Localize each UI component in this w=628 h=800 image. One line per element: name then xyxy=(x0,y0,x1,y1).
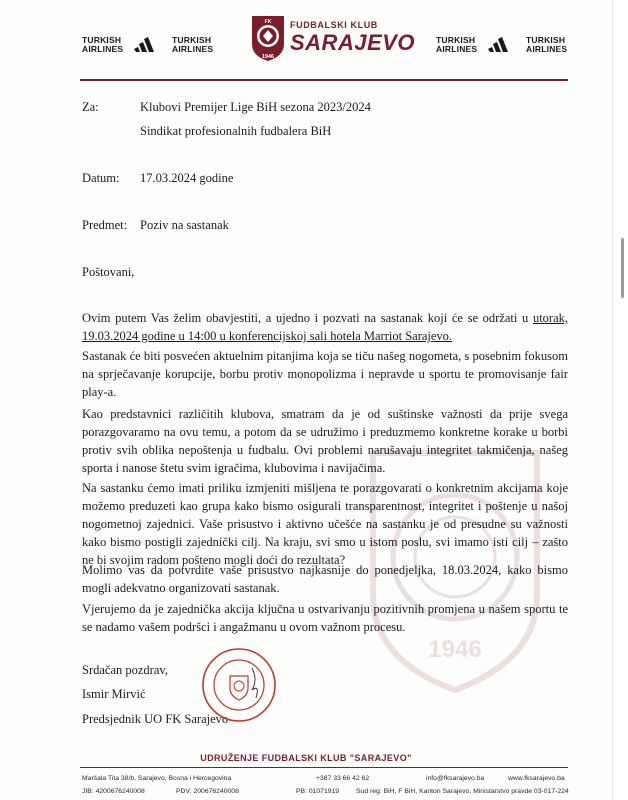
footer-address: Maršala Tita 38/b, Sarajevo, Bosna i Hercegovina xyxy=(82,775,232,782)
footer-divider xyxy=(80,767,568,768)
viewer-scrollbar-track[interactable] xyxy=(612,0,628,800)
header-divider xyxy=(80,79,568,81)
meeting-details: utorak, 19.03.2024 godine u 14:00 u konferencijskoj sali hotela Marriot Sarajevo. xyxy=(82,311,568,343)
za-value-clubs: Klubovi Premijer Lige BiH sezona 2023/2024 xyxy=(140,100,371,114)
signatory-title: Predsjednik UO FK Sarajevo xyxy=(82,712,229,726)
crest-letters: FK xyxy=(264,19,272,25)
sponsor-line1: TURKISH xyxy=(172,35,212,45)
footer-court-registry: Sud reg: BiH, F BiH, Kanton Sarajevo, Ministarstvo pravde 03-017-224 xyxy=(356,788,569,795)
za-label: Za: xyxy=(82,100,99,114)
sponsor-line2: AIRLINES xyxy=(172,44,214,54)
footer-email: info@fksarajevo.ba xyxy=(426,775,485,782)
closing: Srdačan pozdrav, xyxy=(82,663,168,677)
paragraph-1 xyxy=(82,309,568,345)
sponsor-line1: TURKISH xyxy=(82,35,122,45)
sponsor-line1: TURKISH xyxy=(526,35,566,45)
za-value-union: Sindikat profesionalnih fudbalera BiH xyxy=(140,124,332,138)
club-crest-icon xyxy=(250,14,286,62)
club-name-big: SARAJEVO xyxy=(290,30,416,55)
footer-phone: +387 33 66 42 62 xyxy=(316,775,370,782)
footer-title: UDRUŽENJE FUDBALSKI KLUB "SARAJEVO" xyxy=(200,753,412,763)
paragraph-6: Vjerujemo da je zajednička akcija ključna u ostvarivanju pozitivnih promjena u našem sportu te se nadamo vašem podršci i angažmanu u ovom važnom procesu. xyxy=(82,602,568,634)
adidas-logo-icon xyxy=(488,36,510,52)
sponsor-line2: AIRLINES xyxy=(526,44,568,54)
paragraph-1-text: Ovim putem Vas želim obavjestiti, a ujedno i pozvati na sastanak koji će se održati u xyxy=(82,311,533,325)
signatory-name: Ismir Mirvić xyxy=(82,687,146,701)
club-stamp-icon xyxy=(200,646,278,724)
club-name-small: FUDBALSKI KLUB xyxy=(290,20,378,30)
paragraph-3: Kao predstavnici različitih klubova, smatram da je od suštinske važnosti da prije svega porazgovaramo na ovu temu, a potom da se udružimo i preduzmemo konkretne korake u borbi protiv svih oblika nepoštenja u fudbalu. Ovi problemi narušavaju integritet takmičenja, našeg sporta i nanose štetu svim igračima, klubovima i navijačima. xyxy=(82,407,568,475)
footer-jib: JIB: 4200676240008 xyxy=(82,788,145,795)
paragraph-5: Molimo vas da potvrdite vaše prisustvo najkasnije do ponedjeljka, 18.03.2024, kako bismo mogli adekvatno organizovati sastanak. xyxy=(82,563,568,595)
footer-pb: PB: 01071919 xyxy=(296,788,340,795)
datum-label: Datum: xyxy=(82,171,120,185)
predmet-label: Predmet: xyxy=(82,218,128,232)
sponsor-logo-turkish-airlines-3 xyxy=(436,36,477,54)
sponsor-line1: TURKISH xyxy=(436,35,476,45)
sponsor-logo-turkish-airlines-1 xyxy=(82,36,123,54)
sponsor-logo-turkish-airlines-2 xyxy=(172,36,213,54)
datum-value: 17.03.2024 godine xyxy=(140,171,234,185)
footer-pdv: PDV: 200676240008 xyxy=(176,788,239,795)
viewer-scrollbar-thumb[interactable] xyxy=(621,238,624,298)
sponsor-logo-turkish-airlines-4 xyxy=(526,36,567,54)
greeting: Poštovani, xyxy=(82,265,135,279)
adidas-logo-icon xyxy=(134,36,156,52)
paragraph-4: Na sastanku ćemo imati priliku izmjeniti mišljena te porazgovarati o konkretnim akcijama koje možemo preduzeti kao grupa kako bismo osigurali transparentnost, integritet i poštenje u našoj nogometnoj zajednici. Vaše prisustvo i aktivno učešće na sastanku je od presudne su važnosti kako bismo postigli zajednički cilj. Na kraju, svi smo u istom poslu, svi imamo isti cilj – zašto ne bi svojim radom pošteno mogli doći do rezultata? xyxy=(82,481,568,567)
sponsor-line2: AIRLINES xyxy=(82,44,124,54)
watermark-year: 1946 xyxy=(428,636,482,663)
footer-web: www.fksarajevo.ba xyxy=(508,775,565,782)
sponsor-line2: AIRLINES xyxy=(436,44,478,54)
crest-year: 1946 xyxy=(261,54,275,60)
paragraph-2: Sastanak će biti posvećen aktuelnim pitanjima koja se tiču našeg nogometa, s posebnim fokusom na sprječavanje korupcije, borbu protiv monopolizma i nepravde u sportu te promovisanje fair play-a. xyxy=(82,349,568,399)
predmet-value: Poziv na sastanak xyxy=(140,218,229,232)
